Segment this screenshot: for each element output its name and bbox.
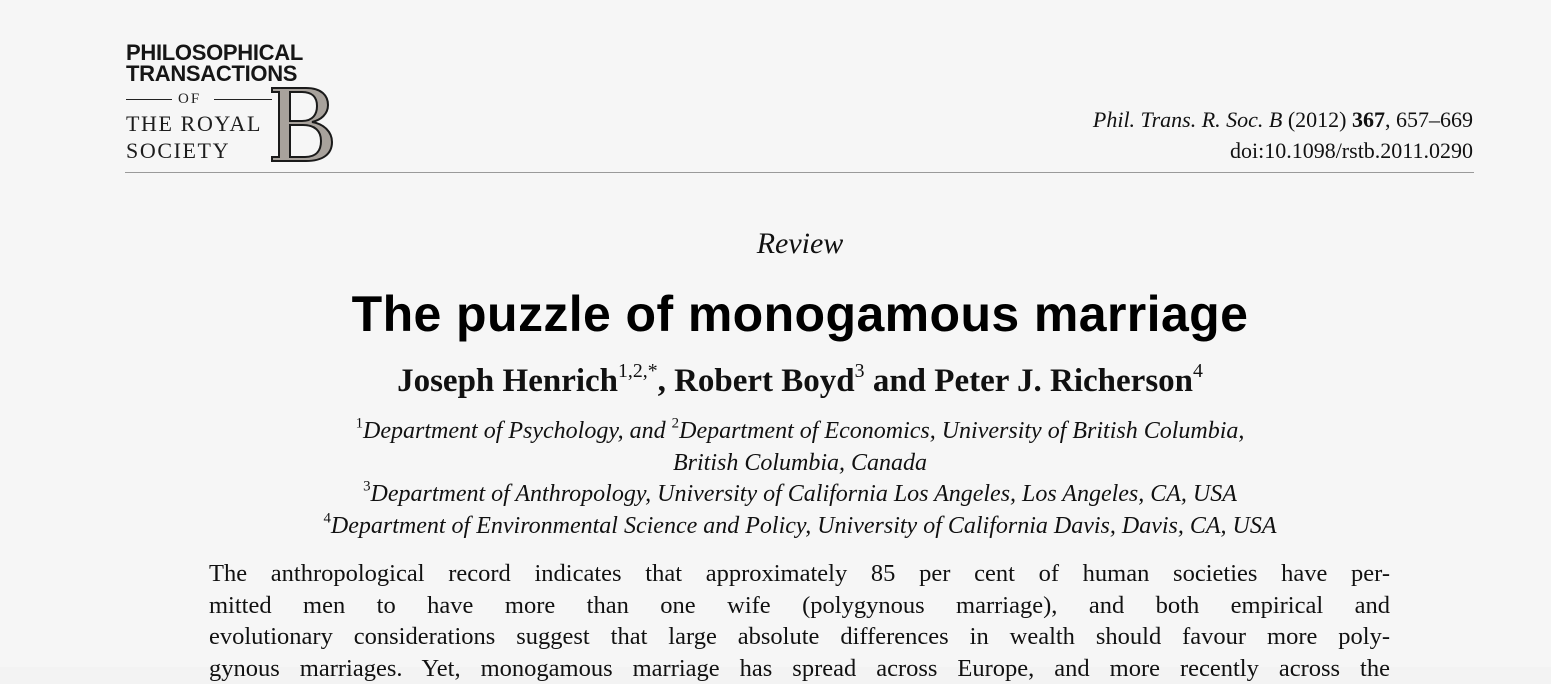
affiliation-line (0, 479, 1551, 510)
citation-line (1093, 104, 1473, 135)
abstract-line-text: mitted men to have more than one wife (polygynous marriage), and both empirical and (209, 590, 1390, 622)
affil-text: Department of Psychology, and (363, 418, 672, 444)
logo-line-society: SOCIETY (126, 139, 230, 163)
author-affil-sup: 3 (855, 360, 865, 382)
logo-rule-left (126, 99, 172, 100)
affil-sup: 1 (356, 416, 363, 432)
affil-sup: 2 (672, 416, 679, 432)
abstract-line-text: evolutionary considerations suggest that large absolute differences in wealth should favour more poly- (209, 621, 1390, 653)
abstract-line-text: gynous marriages. Yet, monogamous marriage has spread across Europe, and more recently across the (209, 653, 1390, 684)
author-affil-sup: 4 (1193, 360, 1203, 382)
affiliation-line (0, 511, 1551, 542)
author-list (0, 360, 1551, 402)
affiliation-line (0, 416, 1551, 447)
citation-block (1093, 104, 1473, 166)
affil-sup: 4 (323, 511, 330, 527)
abstract (209, 558, 1390, 684)
citation-pages: , 657–669 (1385, 107, 1473, 132)
abstract-line (209, 621, 1390, 653)
author-affil-sup: 1,2,* (618, 360, 658, 382)
author-separator: , (658, 363, 675, 399)
abstract-line (209, 590, 1390, 622)
logo-line-philosophical: PHILOSOPHICAL (126, 42, 303, 64)
header-divider (125, 172, 1474, 173)
affiliation-line-cont: British Columbia, Canada (0, 448, 1551, 479)
author-separator: and (865, 363, 935, 399)
author-name: Robert Boyd (674, 363, 855, 399)
abstract-line-text: The anthropological record indicates that approximately 85 per cent of human societies have per- (209, 558, 1390, 590)
affil-text: Department of Environmental Science and Policy, University of California Davis, Davis, CA, USA (331, 513, 1277, 539)
logo-rule-right (214, 99, 272, 100)
citation-year: (2012) (1288, 107, 1347, 132)
citation-volume: 367 (1352, 107, 1385, 132)
article-type: Review (0, 226, 1551, 262)
author-name: Joseph Henrich (397, 363, 618, 399)
logo-line-the-royal: THE ROYAL (126, 112, 262, 136)
abstract-line (209, 653, 1390, 684)
logo-b-letter-icon (268, 86, 334, 162)
affil-sup: 3 (363, 479, 370, 495)
affil-text: Department of Anthropology, University of California Los Angeles, Los Angeles, CA, USA (371, 481, 1237, 507)
logo-of-divider (126, 90, 271, 108)
logo-line-transactions: TRANSACTIONS (126, 63, 297, 85)
journal-logo (126, 40, 336, 165)
citation-doi: doi:10.1098/rstb.2011.0290 (1093, 135, 1473, 166)
affil-text: Department of Economics, University of British Columbia, (679, 418, 1244, 444)
journal-name: Phil. Trans. R. Soc. B (1093, 107, 1282, 132)
logo-of-text: OF (178, 90, 201, 108)
abstract-line (209, 558, 1390, 590)
author-name: Peter J. Richerson (934, 363, 1193, 399)
paper-title: The puzzle of monogamous marriage (0, 285, 1551, 343)
